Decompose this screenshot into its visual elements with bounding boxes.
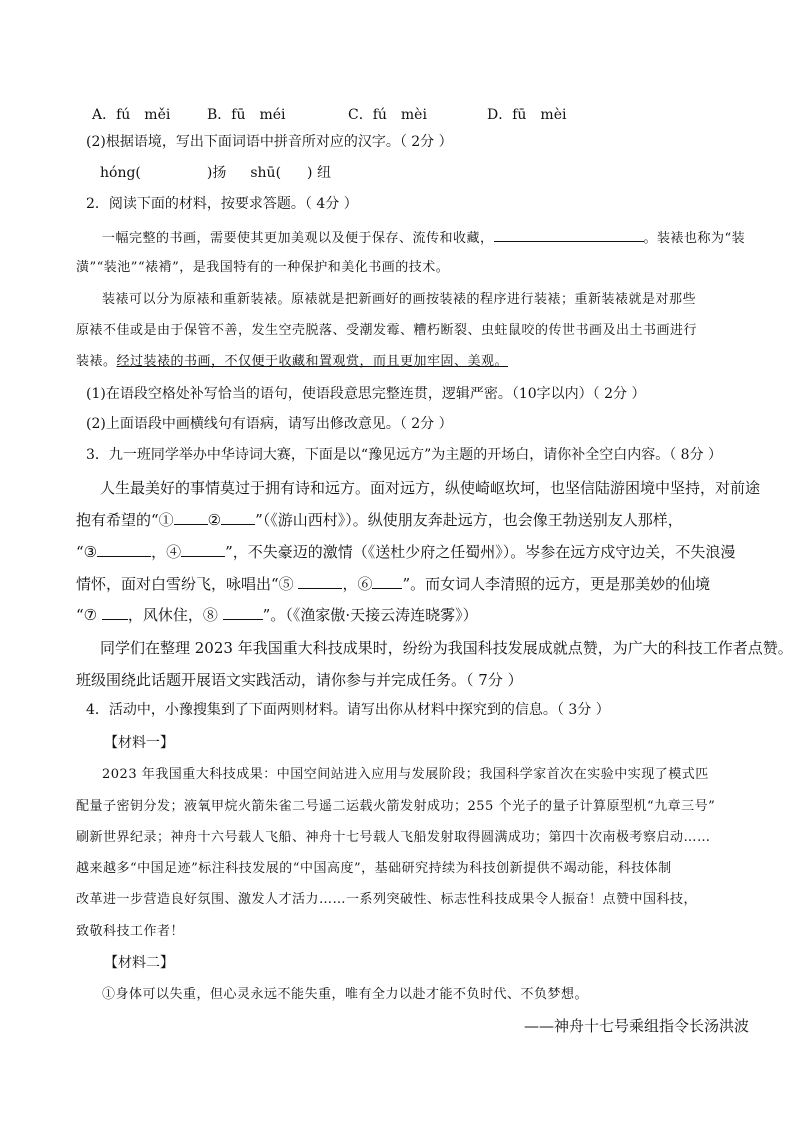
q2-sub1: (1)在语段空格处补写恰当的语句，使语段意思完整连贯，逻辑严密。（10字以内）（ 2分 ） — [86, 386, 646, 402]
material-2-signature: ——神舟十七号乘组指令长汤洪波 — [523, 1017, 749, 1035]
word-yang: )扬 — [206, 165, 227, 181]
q2-p1-text-b: 。装裱也称为“装 — [643, 231, 746, 246]
option-a: A．fú měi — [92, 107, 171, 123]
q2-p1-line1 — [102, 227, 745, 249]
blank-8[interactable] — [223, 605, 263, 620]
q2-stem: 2．阅读下面的材料，按要求答题。（ 4分 ） — [86, 196, 358, 212]
material-1-line1: 2023 年我国重大科技成果：中国空间站进入应用与发展阶段；我国科学家首次在实验中实现了模式匹 — [102, 767, 709, 782]
material-2-line1: ①身体可以失重，但心灵永远不能失重，唯有全力以赴才能不负时代、不负梦想。 — [102, 987, 589, 1002]
q1-sub2-prompt: (2)根据语境，写出下面词语中拼音所对应的汉字。（ 2分 ） — [86, 134, 453, 150]
q4-stem: 4．活动中，小豫搜集到了下面两则材料。请写出你从材料中探究到的信息。（ 3分 ） — [86, 702, 610, 718]
q2-p2-line2: 原裱不佳或是由于保管不善，发生空壳脱落、受潮发霉、糟朽断裂、虫蛀鼠咬的传世书画及出土书画进行 — [76, 323, 698, 338]
q3-text: 抱有希望的“① — [76, 511, 174, 529]
material-1-line6: 致敬科技工作者！ — [76, 924, 185, 939]
blank-2[interactable] — [221, 510, 255, 525]
q1-sub2-items — [100, 163, 331, 183]
intro-line1: 同学们在整理 2023 年我国重大科技成果时，纷纷为我国科技发展成就点赞，为广大的科技工作者点赞。 — [100, 639, 793, 657]
material-1-title: 【材料一】 — [104, 735, 174, 751]
q3-text: ”，不失豪迈的激情（《送杜少府之任蜀州》）。岑参在远方戍守边关，不失浪漫 — [225, 543, 736, 561]
q3-stem: 3．九一班同学举办中华诗词大赛，下面是以“豫见远方”为主题的开场白，请你补全空白内容。（ 8分 ） — [86, 447, 723, 463]
q3-text: ，⑥ — [342, 575, 373, 593]
blank-6[interactable] — [372, 574, 402, 589]
material-1-line3: 刷新世界纪录；神舟十六号载人飞船、神舟十七号载人飞船发射取得圆满成功；第四十次南极考察启动…… — [76, 830, 711, 845]
option-c: C．fú mèi — [348, 107, 427, 123]
material-1-line4: 越来越多“中国足迹”标注科技发展的“中国高度”，基础研究持续为科技创新提供不竭动能，科技体制 — [76, 861, 672, 876]
q3-text: ，风休住，⑧ — [127, 606, 223, 624]
q2-p2-line3 — [76, 352, 508, 372]
q3-text: ，④ — [151, 543, 182, 561]
pinyin-shu: shū( — [250, 165, 282, 181]
material-1-line2: 配量子密钥分发；液氧甲烷火箭朱雀二号遥二运载火箭发射成功；255 个光子的量子计算原型机“九章三号” — [76, 799, 716, 814]
q3-line5 — [76, 605, 478, 625]
q2-p1-line2: 潢”“装池”“裱褙”，是我国特有的一种保护和美化书画的技术。 — [76, 260, 450, 275]
material-1-line5: 改革进一步营造良好氛围、激发人才活力……一系列突破性、标志性科技成果令人振奋！点赞中国科技， — [76, 892, 698, 907]
q3-line4 — [76, 574, 710, 594]
q3-text: ② — [207, 511, 222, 529]
q3-text: ”。而女词人李清照的远方，更是那美妙的仙境 — [402, 575, 711, 593]
option-d: D．fū mèi — [487, 107, 567, 123]
blank-3[interactable] — [97, 542, 151, 557]
material-2-title: 【材料二】 — [104, 955, 174, 971]
q3-text: 情怀，面对白雪纷飞，咏唱出“⑤ — [76, 575, 299, 593]
q2-p1-text-a: 一幅完整的书画，需要使其更加美观以及便于保存、流传和收藏， — [102, 231, 494, 246]
blank-5[interactable] — [298, 574, 342, 589]
intro-line2: 班级围绕此话题开展语文实践活动，请你参与并完成任务。（ 7分 ） — [76, 671, 523, 689]
q3-text: ”。（《渔家傲·天接云涛连晓雾》） — [262, 606, 478, 624]
q2-answer-blank[interactable] — [494, 227, 644, 242]
q3-text: ”（《游山西村》）。纵使朋友奔赴远方，也会像王勃送别友人那样， — [255, 511, 683, 529]
q2-p2-line1: 装裱可以分为原裱和重新装裱。原裱就是把新画好的画按装裱的程序进行装裱；重新装裱就是对那些 — [102, 292, 697, 307]
q3-line2 — [76, 510, 683, 530]
blank-1[interactable] — [174, 510, 208, 525]
q3-line1: 人生最美好的事情莫过于拥有诗和远方。面对远方，纵使崎岖坎坷，也坚信陆游困境中坚持，对前途 — [100, 479, 761, 497]
q3-text: “③ — [76, 543, 98, 561]
word-niu: ) 纽 — [307, 165, 331, 181]
q3-line3 — [76, 542, 735, 562]
q3-text: “⑦ — [76, 606, 102, 624]
pinyin-hong: hóng( — [100, 165, 141, 181]
q2-underlined-sentence: 经过装裱的书画，不仅便于收藏和置观赏，而且更加牢固、美观。 — [116, 354, 509, 369]
q2-sub2: (2)上面语段中画横线句有语病，请写出修改意见。（ 2分 ） — [86, 416, 453, 432]
q2-p2-text: 装裱。 — [76, 354, 117, 369]
blank-4[interactable] — [181, 542, 225, 557]
blank-7[interactable] — [102, 605, 128, 620]
option-b: B．fū méi — [207, 107, 286, 123]
